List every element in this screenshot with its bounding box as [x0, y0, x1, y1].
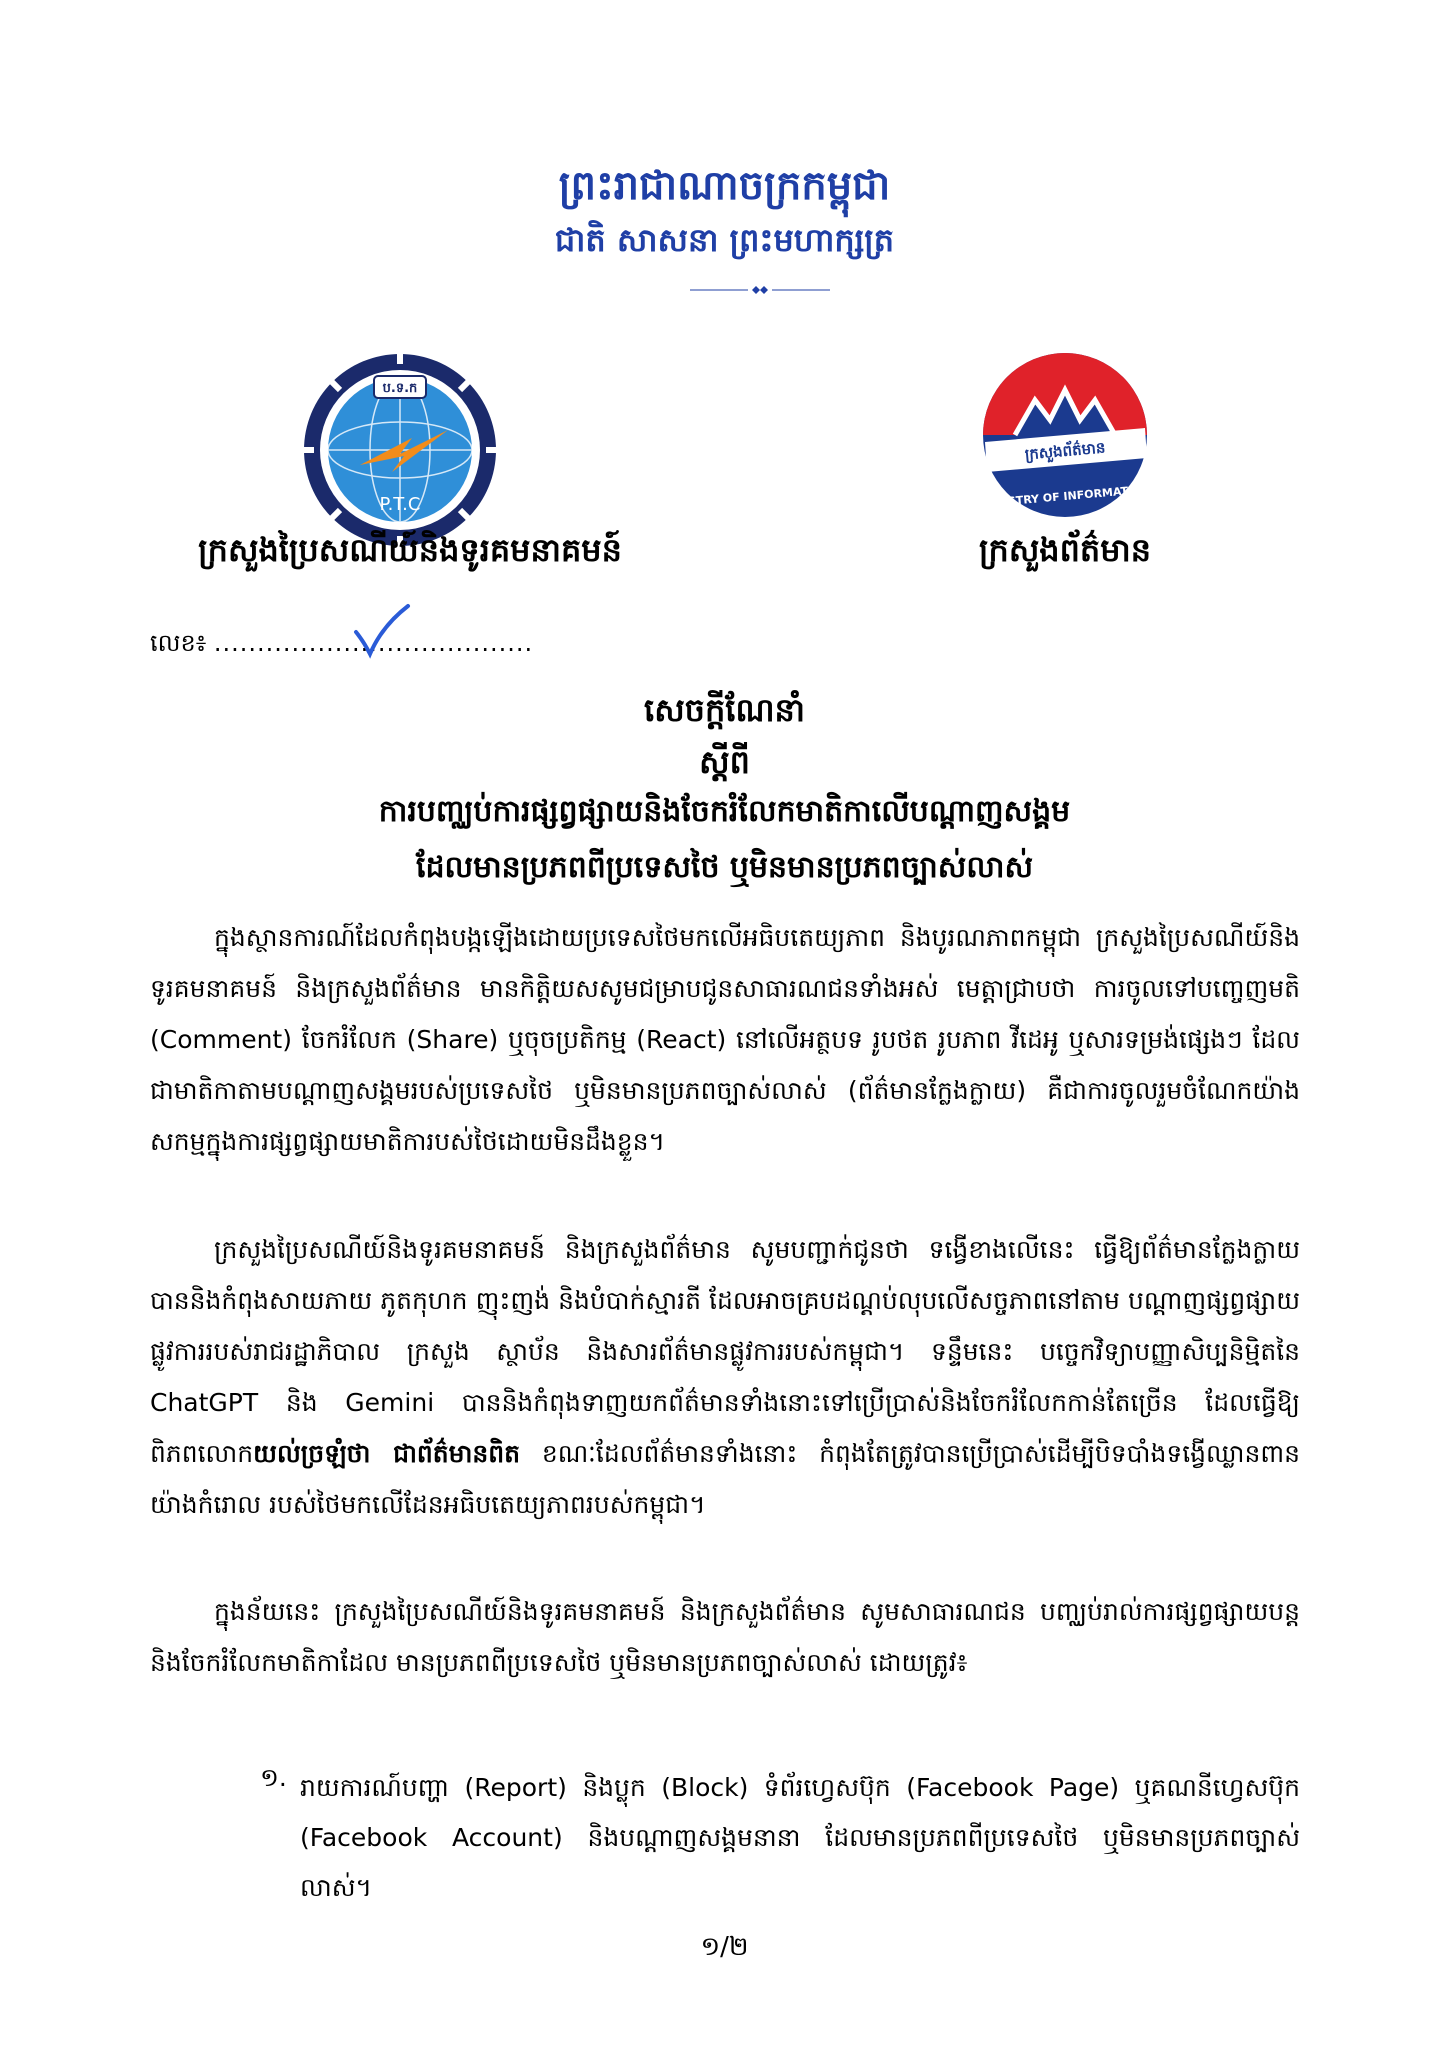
title-subject-line2: ដែលមានប្រភពពីប្រទេសថៃ ឬមិនមានប្រភពច្បាស់លាស់ — [415, 850, 1034, 885]
paragraph-2 — [150, 1224, 1300, 1530]
org-information: ក្រសួងព័ត៌មាន — [978, 531, 1152, 569]
reference-label: លេខ៖ — [150, 629, 207, 657]
moi-band-text: ក្រសួងព័ត៌មាន — [1024, 438, 1107, 464]
paragraph-3-text: ក្នុងន័យនេះ ក្រសួងប្រៃសណីយ៍និងទូរគមនាគមន៍ និងក្រសួងព័ត៌មាន សូមសាធារណជន បញ្ឈប់រាល់ការផ្សព្វផ្សាយបន្តនិងចែករំលែកមាតិកាដែល មានប្រភពពីប្រទេសថៃ ឬមិនមានប្រភពច្បាស់លាស់ ដោយត្រូវ៖ — [150, 1597, 1300, 1677]
title-subject-line1: ការបញ្ឈប់ការផ្សព្វផ្សាយនិងចែករំលែកមាតិកាលើបណ្តាញសង្គម — [378, 794, 1071, 829]
reference-number — [150, 628, 533, 663]
paragraph-2-text-b: ខណៈដែលព័ត៌មានទាំងនោះ កំពុងតែត្រូវបានប្រើប្រាស់ដើម្បីបិទបាំងទង្វើឈ្លានពានយ៉ាងកំរោល របស់ថៃមកលើដែនអធិបតេយ្យភាពរបស់កម្ពុជា។ — [150, 1439, 1300, 1519]
list-item-number: ១. — [260, 1763, 287, 1792]
document-title: សេចក្តីណែនាំ — [644, 691, 805, 729]
org-post-telecom: ក្រសួងប្រៃសណីយ៍និងទូរគមនាគមន៍ — [198, 531, 622, 569]
kingdom-heading: ព្រះរាជាណាចក្រកម្ពុជា — [558, 163, 891, 209]
checkmark-icon — [352, 602, 412, 662]
title-regarding: ស្តីពី — [699, 743, 750, 781]
page-number: ១/២ — [700, 1932, 749, 1962]
reference-dots: ..................................... — [213, 629, 534, 657]
ptc-ring-text: P.T.C — [379, 494, 421, 515]
moi-logo — [965, 350, 1165, 520]
list-item-text: រាយការណ៍បញ្ហា (Report) និងប្លុក (Block) ទំព័រហ្វេសប៊ុក (Facebook Page) ឬគណនីហ្វេសប៊ុក (Facebook Account) និងបណ្តាញសង្គមនានា ដែលមានប្រភពពីប្រទេសថៃ ឬមិនមានប្រភពច្បាស់លាស់។ — [300, 1773, 1300, 1902]
moi-ring-text: MINISTRY OF INFORMATION — [979, 482, 1152, 511]
ptc-logo — [300, 350, 500, 550]
paragraph-1 — [150, 912, 1300, 1167]
national-motto: ជាតិ សាសនា ព្រះមហាក្សត្រ — [554, 221, 895, 259]
paragraph-2-text-a: ក្រសួងប្រៃសណីយ៍និងទូរគមនាគមន៍ និងក្រសួងព័ត៌មាន សូមបញ្ជាក់ជូនថា ទង្វើខាងលើនេះ ធ្វើឱ្យព័ត៌មានក្លែងក្លាយ បាននិងកំពុងសាយភាយ ភូតកុហក ញុះញង់ និងបំបាក់ស្មារតី ដែលអាចគ្របដណ្តប់លុបលើសច្ចភាពនៅតាម បណ្តាញផ្សព្វផ្សាយផ្លូវការរបស់រាជរដ្ឋាភិបាល ក្រសួង ស្ថាប័ន និងសារព័ត៌មានផ្លូវការរបស់កម្ពុជា។ ទន្ទឹមនេះ បច្ចេកវិទ្យាបញ្ញាសិប្បនិម្មិតនៃ ChatGPT និង Gemini បាននិងកំពុងទាញយកព័ត៌មានទាំងនោះទៅប្រើប្រាស់និងចែករំលែកកាន់តែច្រើន ដែលធ្វើឱ្យពិភពលោក — [150, 1235, 1300, 1468]
paragraph-1-text: ក្នុងស្ថានការណ៍ដែលកំពុងបង្កឡើងដោយប្រទេសថៃមកលើអធិបតេយ្យភាព និងបូរណភាពកម្ពុជា ក្រសួងប្រៃសណីយ៍និងទូរគមនាគមន៍ និងក្រសួងព័ត៌មាន មានកិត្តិយសសូមជម្រាបជូនសាធារណជនទាំងអស់ មេត្តាជ្រាបថា ការចូលទៅបញ្ចេញមតិ (Comment) ចែករំលែក (Share) ឬចុចប្រតិកម្ម (React) នៅលើអត្ថបទ រូបថត រូបភាព វីដេអូ ឬសារទម្រង់ផ្សេងៗ ដែលជាមាតិកាតាមបណ្តាញសង្គមរបស់ប្រទេសថៃ ឬមិនមានប្រភពច្បាស់លាស់ (ព័ត៌មានក្លែងក្លាយ) គឺជាការចូលរួមចំណែកយ៉ាងសកម្មក្នុងការផ្សព្វផ្សាយមាតិការបស់ថៃដោយមិនដឹងខ្លួន។ — [150, 923, 1300, 1156]
ornament-divider — [690, 284, 830, 296]
paragraph-2-emphasis: យល់ច្រឡំថា ជាព័ត៌មានពិត — [253, 1439, 521, 1468]
ptc-badge-text: ប.ទ.ក — [382, 381, 418, 396]
paragraph-3 — [150, 1586, 1300, 1688]
